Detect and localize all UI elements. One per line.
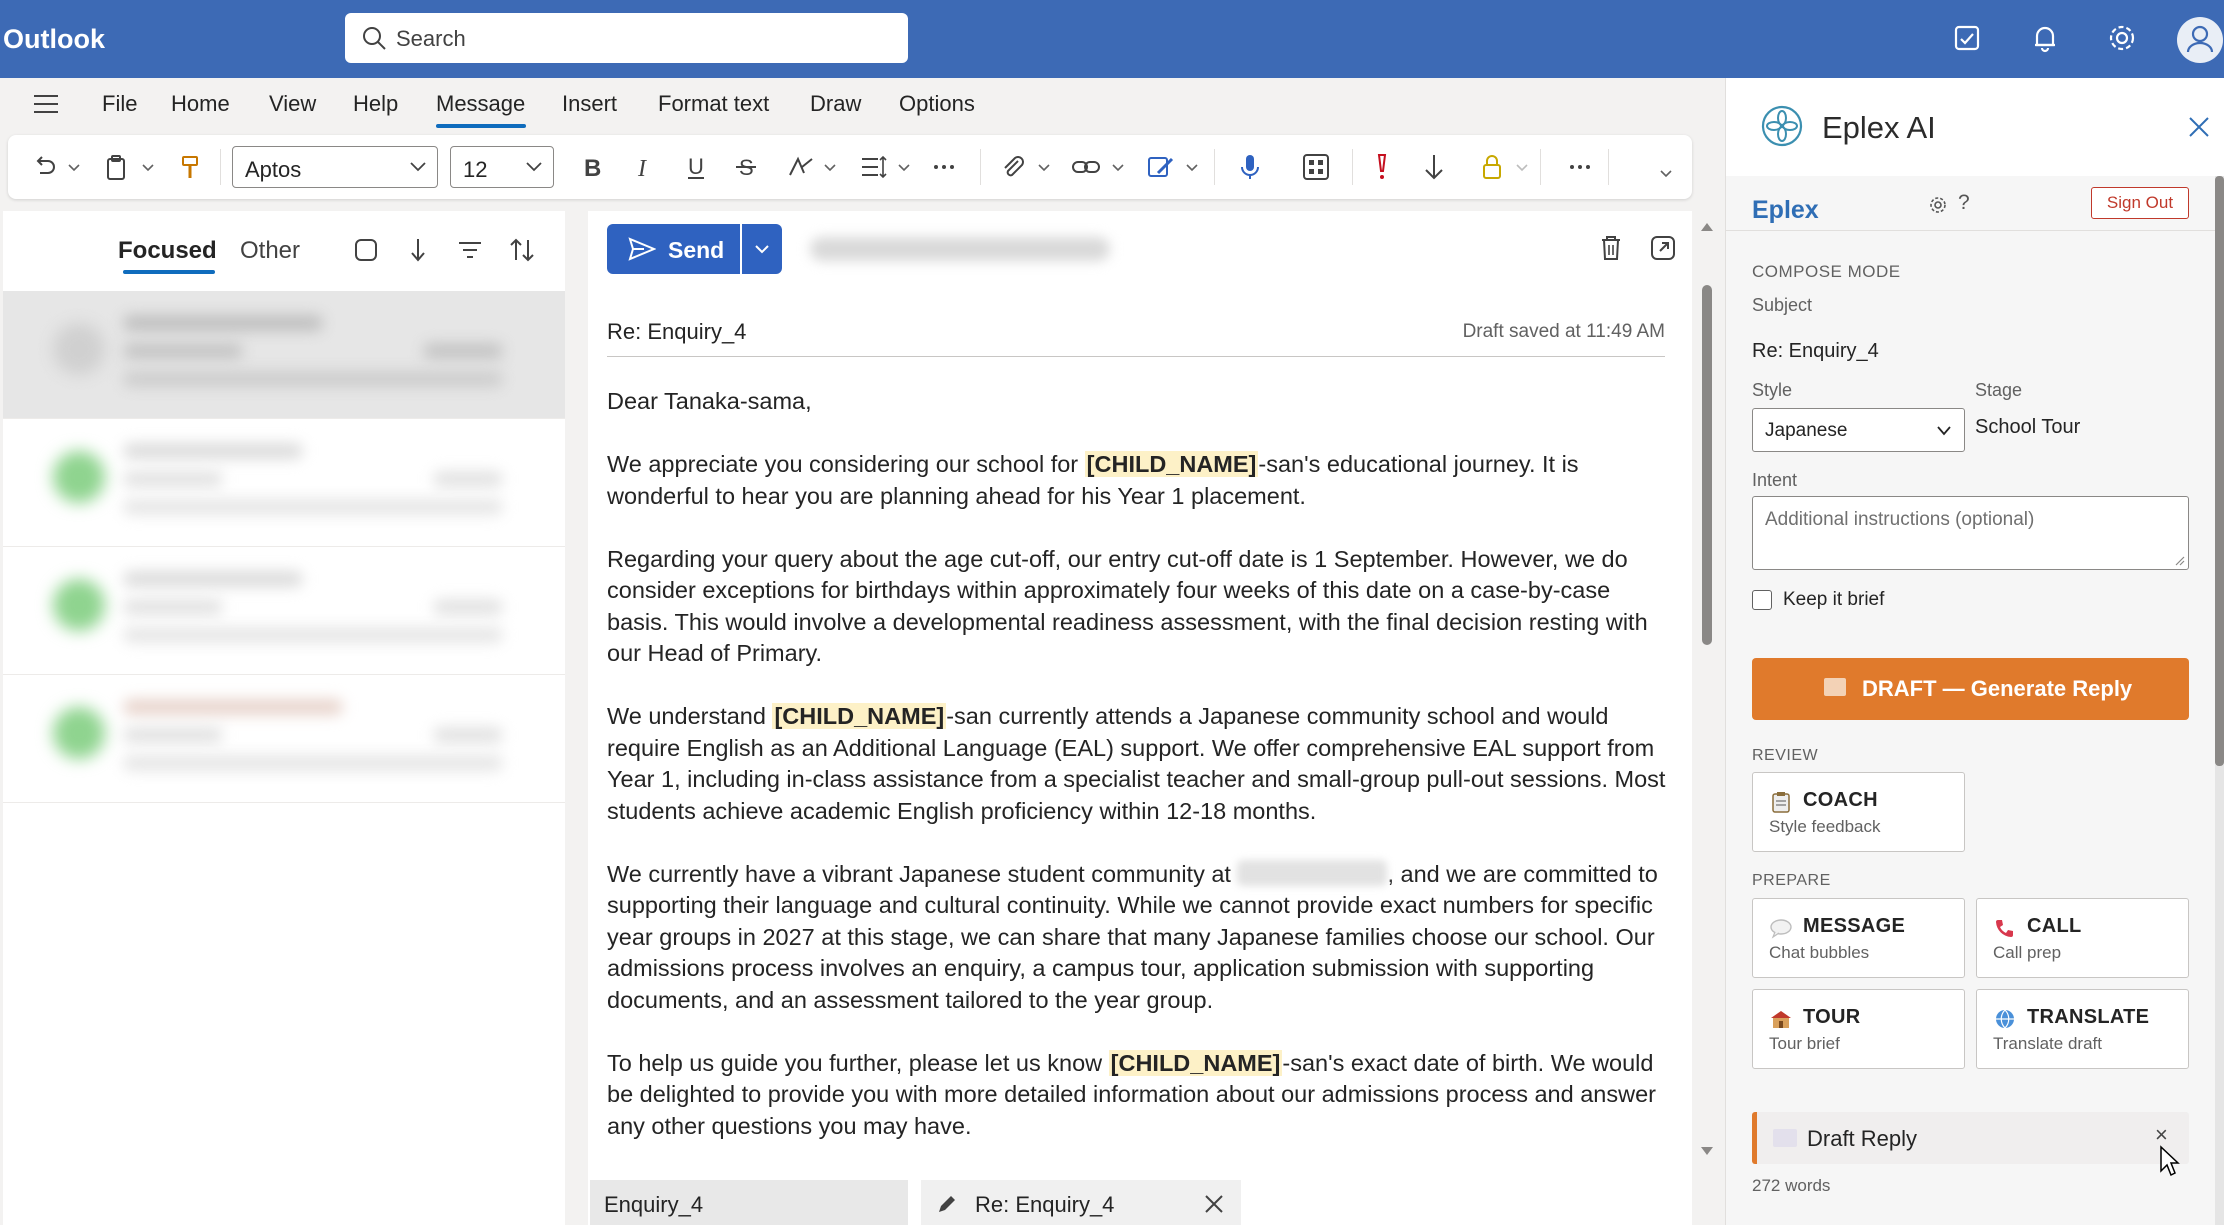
person-icon xyxy=(2177,17,2223,63)
top-bar xyxy=(0,0,2224,78)
scroll-thumb[interactable] xyxy=(2215,176,2224,766)
sign-out-button[interactable]: Sign Out xyxy=(2091,187,2189,219)
bold-icon[interactable] xyxy=(576,151,608,183)
call-title: CALL xyxy=(2027,915,2082,937)
stage-value: School Tour xyxy=(1975,416,2081,438)
close-icon[interactable] xyxy=(1203,1193,1225,1215)
filter-icon[interactable] xyxy=(455,235,485,265)
signature-icon[interactable] xyxy=(1144,151,1176,183)
paragraph: To help us guide you further, please let us know [CHILD_NAME]-san's exact date of birth. We would be delighted to provide you with more detailed information about our admissions process and answer any other questions you may have. xyxy=(607,1049,1656,1139)
search-input[interactable]: Search xyxy=(396,26,466,51)
tab-focused[interactable]: Focused xyxy=(118,237,217,264)
translate-sub: Translate draft xyxy=(1993,1034,2102,1053)
list-item[interactable] xyxy=(3,291,565,419)
tab-label: Re: Enquiry_4 xyxy=(975,1192,1115,1217)
coach-title: COACH xyxy=(1803,789,1878,811)
apps-icon[interactable] xyxy=(1300,151,1332,183)
more-icon[interactable] xyxy=(928,151,960,183)
recipient-field[interactable] xyxy=(810,237,1110,261)
high-importance-icon[interactable] xyxy=(1366,151,1398,183)
select-icon[interactable] xyxy=(351,235,381,265)
paragraph-spacing-icon[interactable] xyxy=(858,151,890,183)
lock-icon[interactable] xyxy=(1476,151,1508,183)
text-effects-icon[interactable] xyxy=(784,151,816,183)
italic-icon[interactable] xyxy=(628,151,660,183)
tab-format-text[interactable]: Format text xyxy=(658,91,770,116)
panel-title: Eplex AI xyxy=(1822,110,1936,145)
call-sub: Call prep xyxy=(1993,943,2062,962)
svg-text:I: I xyxy=(638,156,646,182)
prepare-label: PREPARE xyxy=(1752,872,1831,889)
my-day-icon[interactable] xyxy=(1947,18,1987,58)
tour-sub: Tour brief xyxy=(1769,1034,1840,1053)
tab-draw[interactable]: Draw xyxy=(810,91,862,116)
chevron-down-icon xyxy=(1936,425,1952,437)
envelope-icon xyxy=(1773,1129,1797,1147)
close-icon[interactable] xyxy=(2186,114,2212,140)
strikethrough-icon[interactable] xyxy=(730,151,762,183)
pop-out-icon[interactable] xyxy=(1646,231,1680,265)
draft-generate-button[interactable] xyxy=(1752,658,2189,720)
coach-card[interactable] xyxy=(1752,772,1965,852)
send-options-button[interactable] xyxy=(742,224,782,274)
tab-message[interactable]: Message xyxy=(436,91,526,116)
ribbon-tabs xyxy=(0,78,1725,130)
send-button[interactable] xyxy=(607,224,740,274)
redacted-text xyxy=(1237,860,1387,886)
list-item[interactable] xyxy=(3,675,565,803)
sort-icon[interactable] xyxy=(507,235,537,265)
divider xyxy=(1540,149,1541,185)
message-body[interactable] xyxy=(607,386,1677,1174)
envelope-icon xyxy=(1824,678,1846,696)
pencil-icon xyxy=(935,1192,959,1216)
search-icon xyxy=(361,25,387,51)
delete-icon[interactable] xyxy=(1594,231,1628,265)
tour-card[interactable] xyxy=(1752,989,1965,1069)
mode-label: COMPOSE MODE xyxy=(1752,262,1901,281)
chevron-down-icon[interactable] xyxy=(824,163,836,173)
svg-text:S: S xyxy=(739,155,754,180)
avatar[interactable] xyxy=(2177,17,2223,63)
keep-brief-checkbox[interactable] xyxy=(1752,590,1772,610)
draft-reply-title: Draft Reply xyxy=(1807,1126,1918,1151)
tab-label: Enquiry_4 xyxy=(604,1192,704,1217)
keep-brief-label: Keep it brief xyxy=(1783,589,1885,610)
message-list-pane xyxy=(3,211,565,1225)
format-painter-icon[interactable] xyxy=(174,151,206,183)
placeholder-token: [CHILD_NAME] xyxy=(1086,451,1257,477)
list-item[interactable] xyxy=(3,547,565,675)
coach-sub: Style feedback xyxy=(1769,817,1881,836)
chevron-down-icon[interactable] xyxy=(1112,163,1124,173)
chevron-down-icon[interactable] xyxy=(1516,163,1528,173)
translate-title: TRANSLATE xyxy=(2027,1006,2150,1028)
intent-placeholder: Additional instructions (optional) xyxy=(1765,509,2035,530)
message-title: MESSAGE xyxy=(1803,915,1906,937)
draft-button-label: DRAFT — Generate Reply xyxy=(1862,676,2133,701)
chevron-down-icon xyxy=(742,224,782,274)
word-count: 272 words xyxy=(1752,1176,1831,1195)
scroll-up-icon[interactable] xyxy=(1701,223,1713,231)
svg-text:B: B xyxy=(584,155,602,182)
message-card[interactable] xyxy=(1752,898,1965,978)
style-select[interactable] xyxy=(1752,408,1965,452)
scroll-thumb[interactable] xyxy=(1702,285,1712,645)
stage-label: Stage xyxy=(1975,380,2023,400)
tab-re-enquiry-4[interactable] xyxy=(921,1180,1241,1225)
close-icon[interactable]: × xyxy=(2155,1122,2168,1147)
avatar xyxy=(53,579,105,631)
microphone-icon[interactable] xyxy=(1234,151,1266,183)
placeholder-token: [CHILD_NAME] xyxy=(774,703,945,729)
compose-pane xyxy=(588,211,1692,1225)
hamburger-icon[interactable] xyxy=(32,92,60,116)
phone-icon xyxy=(1993,917,2017,939)
resize-handle-icon[interactable] xyxy=(2173,554,2185,566)
chevron-down-icon[interactable] xyxy=(1038,163,1050,173)
settings-icon[interactable] xyxy=(1927,194,1949,216)
low-importance-icon[interactable] xyxy=(1418,151,1450,183)
chevron-down-icon xyxy=(409,161,427,173)
chevron-down-icon[interactable] xyxy=(68,163,80,173)
chevron-down-icon xyxy=(525,161,543,173)
app-title[interactable]: Outlook xyxy=(3,24,105,54)
tab-insert[interactable]: Insert xyxy=(562,91,618,116)
scroll-down-icon[interactable] xyxy=(1701,1147,1713,1155)
jump-to-icon[interactable] xyxy=(403,235,433,265)
underline-icon[interactable] xyxy=(680,151,712,183)
avatar xyxy=(53,707,105,759)
attach-icon[interactable] xyxy=(996,151,1028,183)
svg-text:U: U xyxy=(688,154,704,179)
font-size-select[interactable] xyxy=(450,146,554,188)
help-icon[interactable]: ? xyxy=(1958,191,1970,214)
draft-reply-section[interactable] xyxy=(1752,1112,2189,1164)
review-label: REVIEW xyxy=(1752,747,1819,764)
divider xyxy=(1214,149,1215,185)
chevron-down-icon[interactable] xyxy=(1186,163,1198,173)
paragraph: We currently have a vibrant Japanese student community at , and we are committed to supporting their language and cultural continuity. While we cannot provide exact numbers for specific year groups in 2027 at this stage, we can share that many Japanese families choose our school. Our admissions process involves an enquiry, a campus tour, application submission with supporting documents, and an assessment tailored to the year group. xyxy=(607,860,1658,1013)
panel-scrollbar[interactable] xyxy=(2215,176,2224,1225)
font-family-value: Aptos xyxy=(245,157,302,182)
subject-label: Subject xyxy=(1752,295,1813,315)
brand-name: Eplex xyxy=(1752,196,1819,224)
eplex-logo-icon xyxy=(1760,104,1804,148)
tab-file[interactable]: File xyxy=(102,91,138,116)
paragraph: We appreciate you considering our school for [CHILD_NAME]-san's educational journey. It is wonderful to hear you are planning ahead for his Year 1 placement. xyxy=(607,451,1579,509)
formatting-toolbar xyxy=(8,135,1692,199)
list-item[interactable] xyxy=(3,419,565,547)
link-icon[interactable] xyxy=(1070,151,1102,183)
translate-card[interactable] xyxy=(1976,989,2189,1069)
intent-input[interactable] xyxy=(1752,496,2189,570)
placeholder-token: [CHILD_NAME] xyxy=(1110,1049,1281,1076)
divider xyxy=(1352,149,1353,185)
tab-other[interactable]: Other xyxy=(240,237,301,264)
eplex-panel xyxy=(1725,78,2224,1225)
message-sub: Chat bubbles xyxy=(1769,943,1870,962)
divider xyxy=(220,149,221,185)
tab-enquiry-4[interactable] xyxy=(590,1180,908,1225)
send-icon xyxy=(628,237,656,261)
more-icon[interactable] xyxy=(1564,151,1596,183)
chevron-down-icon[interactable] xyxy=(898,163,910,173)
school-icon xyxy=(1769,1008,1793,1030)
clipboard-icon xyxy=(1769,791,1793,813)
search-box[interactable] xyxy=(345,13,908,63)
divider xyxy=(1608,149,1609,185)
subject-field[interactable] xyxy=(607,311,1665,357)
active-tab-indicator xyxy=(436,124,526,128)
intent-label: Intent xyxy=(1752,470,1798,490)
active-tab-indicator xyxy=(123,270,215,274)
call-card[interactable] xyxy=(1976,898,2189,978)
style-label: Style xyxy=(1752,380,1793,400)
tour-title: TOUR xyxy=(1803,1006,1861,1028)
bell-icon[interactable] xyxy=(2025,18,2065,58)
send-label: Send xyxy=(668,237,725,263)
chat-bubble-icon xyxy=(1769,917,1793,939)
panel-content xyxy=(1726,176,2224,1225)
paragraph: Regarding your query about the age cut-off, our entry cut-off date is 1 September. However, we do consider exceptions for birthdays within approximately four weeks of this date on a case-by-case basis. This would involve a developmental readiness assessment, with the final decision resting with our Head of Primary. xyxy=(607,545,1648,666)
chevron-down-icon[interactable] xyxy=(1660,169,1672,179)
paragraph: We understand [CHILD_NAME]-san currently attends a Japanese community school and would require English as an Additional Language (EAL) support. We offer comprehensive EAL support from Year 1, including in-class assistance from a specialist teacher and small-group pull-out sessions. Most students achieve academic English proficiency within 12-18 months. xyxy=(607,703,1666,824)
style-value: Japanese xyxy=(1765,420,1848,441)
subject-value[interactable]: Re: Enquiry_4 xyxy=(607,319,747,344)
tab-view[interactable]: View xyxy=(269,91,317,116)
mouse-cursor-icon xyxy=(2158,1145,2180,1179)
avatar xyxy=(53,323,105,375)
globe-icon xyxy=(1993,1008,2017,1030)
draft-status: Draft saved at 11:49 AM xyxy=(1462,321,1665,342)
subject-value: Re: Enquiry_4 xyxy=(1752,340,1879,362)
undo-icon[interactable] xyxy=(28,151,60,183)
font-size-value: 12 xyxy=(463,157,488,182)
tab-help[interactable]: Help xyxy=(353,91,399,116)
greeting: Dear Tanaka-sama, xyxy=(607,388,812,414)
chevron-down-icon[interactable] xyxy=(142,163,154,173)
panel-header xyxy=(1726,78,2224,176)
font-family-select[interactable] xyxy=(232,146,438,188)
tab-options[interactable]: Options xyxy=(899,91,975,116)
avatar xyxy=(53,451,105,503)
paste-icon[interactable] xyxy=(100,151,132,183)
tab-home[interactable]: Home xyxy=(171,91,230,116)
gear-icon[interactable] xyxy=(2102,18,2142,58)
compose-scrollbar[interactable] xyxy=(1698,211,1716,1171)
divider xyxy=(980,149,981,185)
